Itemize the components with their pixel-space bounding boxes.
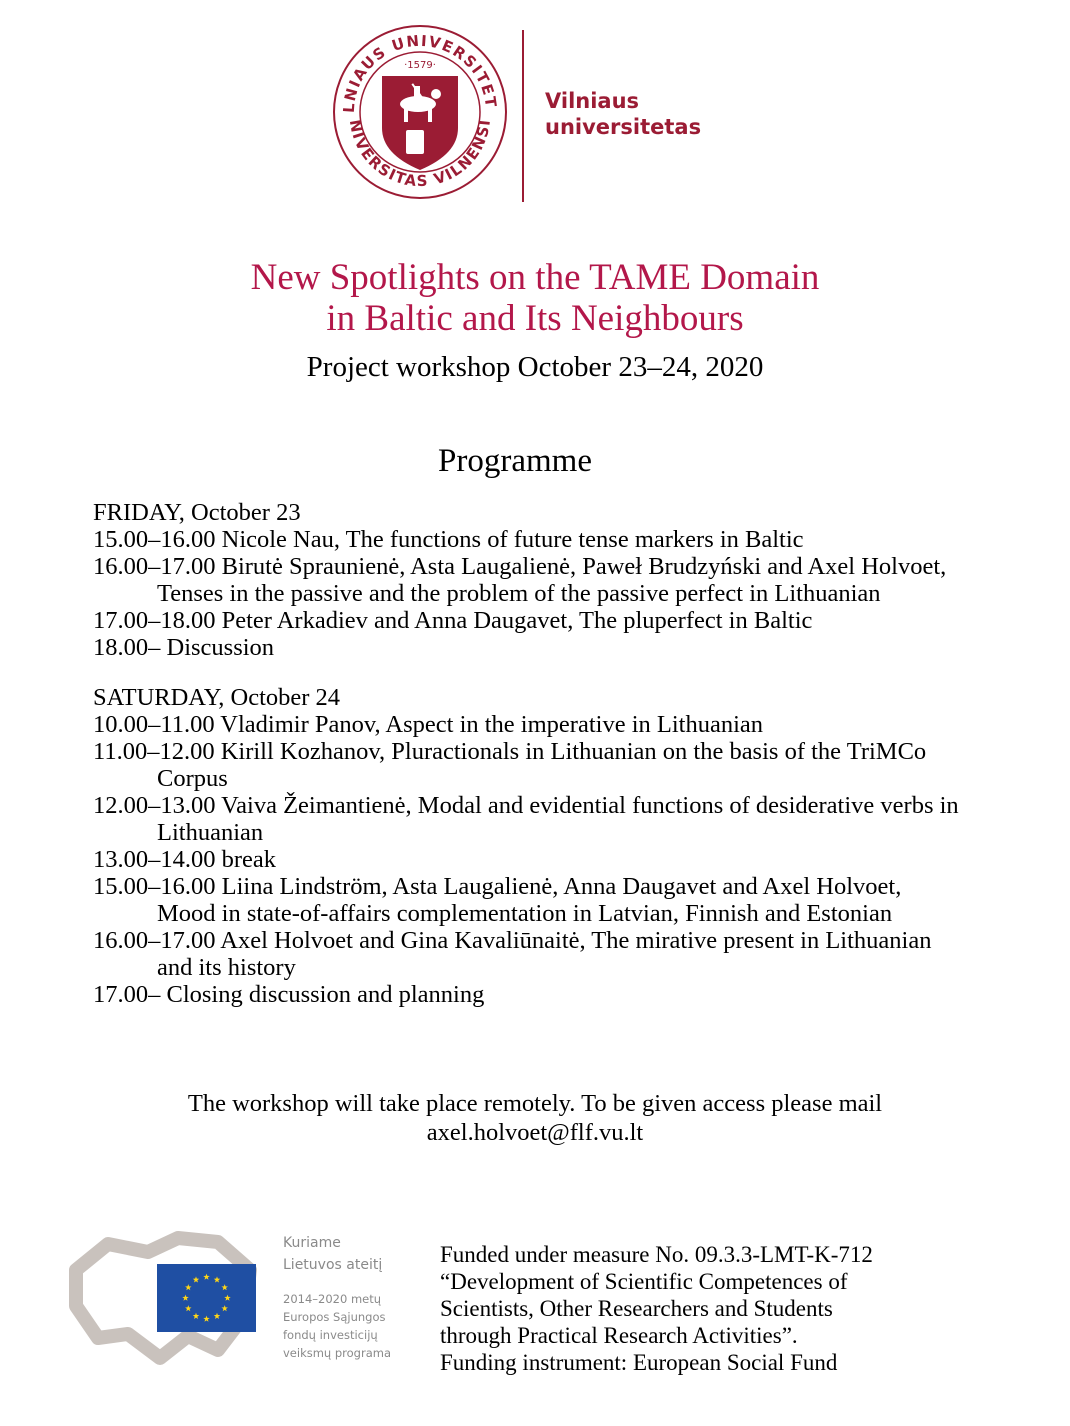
workshop-title (0, 257, 1070, 339)
slogan-line-1: Kuriame (283, 1235, 341, 1251)
saturday-entry: 11.00–12.00 Kirill Kozhanov, Pluractionals in Lithuanian on the basis of the TriMCo Corpus (93, 738, 927, 792)
saturday-entry: 12.00–13.00 Vaiva Žeimantienė, Modal and evidential functions of desiderative verbs in Lithuanian (93, 792, 959, 846)
friday-entry: 16.00–17.00 Birutė Spraunienė, Asta Laugalienė, Paweł Brudzyński and Axel Holvoet, Tenses in the passive and the problem of the passive perfect in Lithuanian (93, 553, 947, 607)
saturday-entry: 17.00– Closing discussion and planning (93, 981, 485, 1008)
university-brand-name (545, 88, 701, 140)
remote-access-notice (0, 1089, 1070, 1147)
funding-statement (440, 1241, 1060, 1376)
friday-heading: FRIDAY, October 23 (93, 499, 301, 526)
saturday-entry: 13.00–14.00 break (93, 846, 277, 873)
brand-line-1: Vilniaus (545, 89, 640, 113)
seal-year: ·1579· (404, 60, 436, 71)
funding-line: “Development of Scientific Competences of (440, 1269, 848, 1294)
programme-line-2: Europos Sąjungos (283, 1310, 386, 1324)
title-line-1: New Spotlights on the TAME Domain (250, 257, 820, 298)
programme-line-3: fondų investicijų (283, 1328, 378, 1342)
eu-slogan (283, 1232, 382, 1276)
funding-line: Funding instrument: European Social Fund (440, 1350, 838, 1375)
programme-schedule (93, 499, 963, 1008)
friday-entry: 17.00–18.00 Peter Arkadiev and Anna Daugavet, The pluperfect in Baltic (93, 607, 813, 634)
eu-flag-icon (157, 1264, 256, 1332)
svg-text:UNIVERSITAS VILNENSIS: NIVERSITAS VILNENSI (345, 117, 495, 191)
saturday-heading: SATURDAY, October 24 (93, 684, 341, 711)
logo-divider (522, 30, 524, 202)
funding-line: Scientists, Other Researchers and Students (440, 1296, 833, 1321)
notice-text: The workshop will take place remotely. To be given access please mail (187, 1090, 883, 1117)
saturday-entry: 15.00–16.00 Liina Lindström, Asta Laugalienė, Anna Daugavet and Axel Holvoet, Mood in state-of-affairs complementation in Latvian, Finnish and Estonian (93, 873, 902, 927)
svg-text:VILNIAUS UNIVERSITETAS: LNIAUS UNIVERSITET (339, 31, 500, 114)
funding-line: through Practical Research Activities”. (440, 1323, 798, 1348)
programme-heading: Programme (438, 443, 592, 479)
friday-entry: 18.00– Discussion (93, 634, 275, 661)
friday-entry: 15.00–16.00 Nicole Nau, The functions of future tense markers in Baltic (93, 526, 804, 553)
funding-line: Funded under measure No. 09.3.3-LMT-K-712 (440, 1242, 873, 1267)
brand-line-2: universitetas (545, 115, 702, 139)
saturday-entry: 16.00–17.00 Axel Holvoet and Gina Kavaliūnaitė, The mirative present in Lithuanian and its history (93, 927, 932, 981)
programme-line-4: veiksmų programa (283, 1346, 392, 1360)
contact-email-link[interactable]: axel.holvoet@flf.vu.lt (426, 1119, 644, 1146)
eu-programme-label (283, 1290, 391, 1362)
title-line-2: in Baltic and Its Neighbours (326, 298, 744, 339)
day-spacer (93, 661, 963, 684)
workshop-subtitle: Project workshop October 23–24, 2020 (306, 351, 764, 383)
slogan-line-2: Lietuvos ateitį (283, 1257, 383, 1273)
programme-line-1: 2014–2020 metų (283, 1292, 382, 1306)
university-seal-logo (332, 24, 508, 200)
seal-icon (332, 24, 508, 200)
saturday-entry: 10.00–11.00 Vladimir Panov, Aspect in the imperative in Lithuanian (93, 711, 764, 738)
